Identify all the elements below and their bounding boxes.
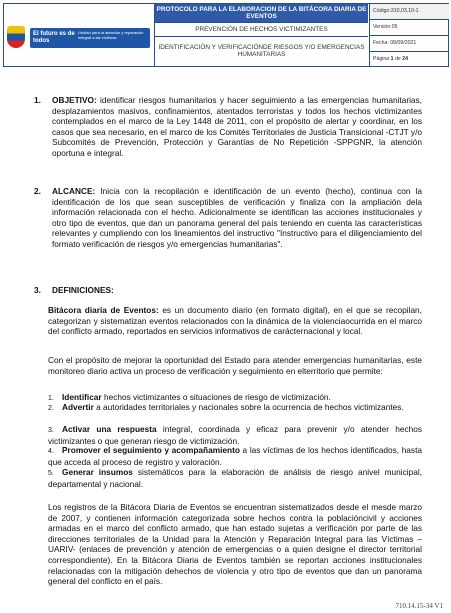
page-label: Página xyxy=(373,56,390,62)
list-text: a autoridades territoriales y nacionales sobre la ocurrencia de hechos victimizantes. xyxy=(93,402,404,412)
list-number: 5. xyxy=(48,470,54,477)
list-bold: Promover el seguimiento y acompañamiento xyxy=(62,445,240,455)
brand-main-text: El futuro es de todos xyxy=(33,31,75,44)
document-footer-code: 710.14.15-34 V1 xyxy=(395,602,443,610)
list-item xyxy=(48,467,422,489)
section-text: Inicia con la recopilación e identificación de un evento (hecho), continua con la identificación de los que sean susceptibles de verificación y finaliza con la ampliación dela información relacionada con el hecho. Adicionalmente se identifican las acciones institucionales y otro tipo de eventos, que dan un panorama general del país teniendo en cuenta las características relevantes y cumpliendo con los lineamientos del instructivo "Instructivo para el diligenciamiento del formato verificación de riesgos y/o emergencias humanitarias". xyxy=(52,186,422,249)
list-text: sistemáticos para la elaboración de análisis de riesgo anivel municipal, departamental y nacional. xyxy=(48,467,422,489)
definition-text: es un documento diario (en formato digital), en el que se recopilan, categorizan y sistematizan eventos relacionados con la dinámica de la violenciaocurrida en el marco del conflicto armado, reportados en servicios informativos de carácternacional y local. xyxy=(48,305,422,337)
section-objetivo xyxy=(52,95,422,159)
list-item xyxy=(48,445,422,467)
brand-sub-text: Unidad para la atención y reparación integral a las víctimas xyxy=(78,30,144,40)
list-number: 2. xyxy=(48,405,54,412)
document-date: Fecha: 08/09/2021 xyxy=(370,36,449,52)
definition-bitacora xyxy=(48,305,422,337)
page-of: de xyxy=(394,56,401,62)
document-version: Versión:05 xyxy=(370,20,449,36)
logo-area xyxy=(4,4,155,66)
list-item xyxy=(48,402,422,414)
colombia-shield-icon xyxy=(7,26,25,48)
list-item xyxy=(48,424,422,446)
list-number: 1. xyxy=(48,395,54,402)
list-text: a las víctimas de los hechos identificados, hasta que acceda al proceso de registro y valoración. xyxy=(48,445,422,467)
section-heading: OBJETIVO: xyxy=(52,95,97,105)
section-definiciones-heading: DEFINICIONES: xyxy=(52,285,114,295)
list-text: integral, coordinada y eficaz para prevenir y/o atender hechos victimizantes o que generan riesgo de victimización. xyxy=(48,424,422,446)
list-text: hechos victimizantes o situaciones de riesgo de victimización. xyxy=(101,392,331,402)
definition-closing: Los registros de la Bitácora Diaria de Eventos se encuentran sistematizados desde el mesde marzo de 2007, y contienen información categorizada sobre hechos contra la poblacióncivil y acciones armadas en el marco del conflicto armado, que han estado sujetas a verificación por parte de las direcciones territoriales de la Unidad para la Atención y Reparación Integral para las Víctimas –UARIV- (enlaces de prevención y atención de emergencias o a quien designe el director territorial correspondiente). En la Bitácora Diaria de Eventos también se reportan acciones institucionales relacionadas con la mitigación dehechos de violencia y otro tipo de eventos que dan un panorama general del conflicto en el país. xyxy=(48,502,422,587)
section-heading: ALCANCE: xyxy=(52,186,96,196)
list-bold: Advertir xyxy=(62,402,94,412)
section-alcance xyxy=(52,186,422,250)
document-header xyxy=(3,3,449,67)
page-total: 24 xyxy=(402,56,408,62)
brand-logo xyxy=(30,28,150,48)
document-subtitle: PREVENCIÓN DE HECHOS VICTIMIZANTES xyxy=(155,23,368,37)
list-bold: Generar insumos xyxy=(62,467,133,477)
list-number: 4. xyxy=(48,448,54,455)
document-type: IDENTIFICACIÓN Y VERIFICACIÓNDE RIESGOS Y/O EMERGENCIAS HUMANITARIAS xyxy=(158,43,365,58)
definition-term: Bitácora diaria de Eventos: xyxy=(48,305,159,315)
section-text: identificar riesgos humanitarios y hacer seguimiento a las emergencias humanitarias, desplazamientos masivos, confinamientos, atentados terroristas y todos los hechos victimizantes contemplados en el marco de la Ley 1448 de 2011, con el propósito de alertar y coordinar, en los casos que sea necesario, en el marco de los Comités Territoriales de Justicia Transicional -CTJT y/o Subcomités de Prevención, Protección y Garantías de No Repetición -SPPGNR, la atención oportuna e integral. xyxy=(52,95,422,158)
section-number: 1. xyxy=(34,95,41,105)
page-number: 1 xyxy=(390,56,394,62)
section-number: 3. xyxy=(34,285,41,295)
document-title: PROTOCOLO PARA LA ELABORACION DE LA BITÁCORA DIARIA DE EVENTOS xyxy=(155,4,368,23)
list-bold: Activar una respuesta xyxy=(62,424,157,434)
list-number: 3. xyxy=(48,427,54,434)
section-number: 2. xyxy=(34,186,41,196)
definition-intro: Con el propósito de mejorar la oportunidad del Estado para atender emergencias humanitarias, este monitoreo diario activa un proceso de verificación y seguimiento en elterritorio que permite: xyxy=(48,355,422,376)
document-metadata xyxy=(369,4,449,66)
document-code: Código:310,03,10-1 xyxy=(370,4,449,20)
list-bold: Identificar xyxy=(62,392,102,402)
page-indicator xyxy=(370,52,449,67)
